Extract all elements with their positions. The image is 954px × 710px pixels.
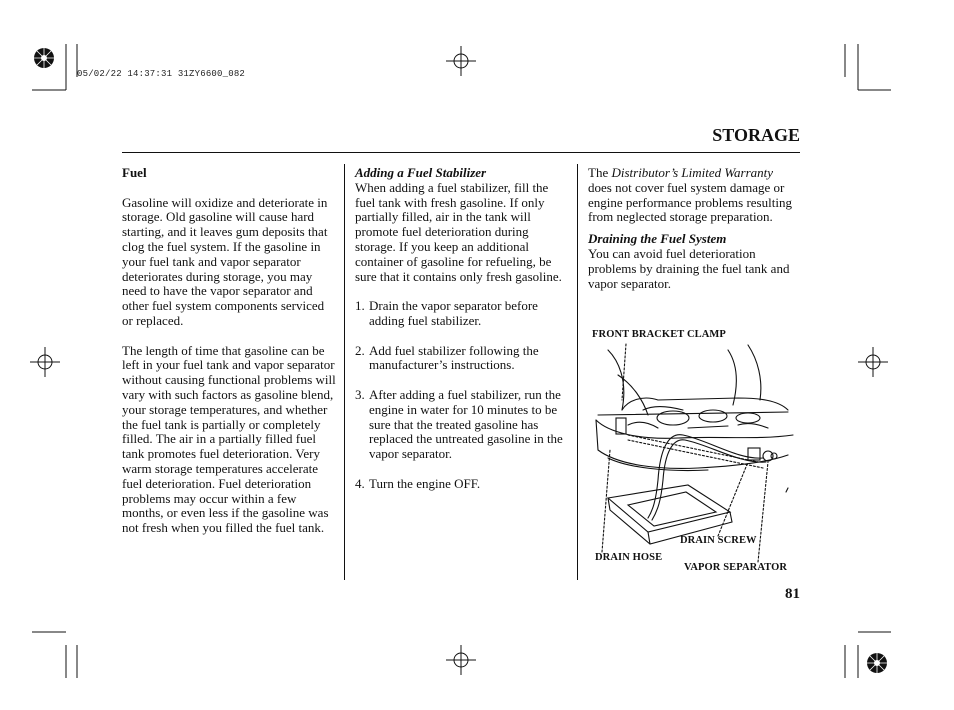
heading-adding-stabilizer: Adding a Fuel Stabilizer [355,165,487,180]
heading-draining: Draining the Fuel System [588,231,727,247]
label-front-bracket-clamp: FRONT BRACKET CLAMP [592,329,726,340]
column-stabilizer [355,166,569,492]
column-divider [344,164,345,580]
fuel-paragraph-2: The length of time that gasoline can be left in your fuel tank and vapor separator without causing functional problems will vary with such factors as gasoline blend, your storage temperatures, and whether the fuel tank is partially or completely filled. The air in a partially filled fuel tank promotes fuel deterioration. Very warm storage temperatures accelerate fuel deterioration. Fuel deterioration problems may occur within a few months, or even less if the gasoline was not fresh when you filled the fuel tank. [122,342,336,536]
column-fuel [122,166,336,536]
fuel-paragraph-1: Gasoline will oxidize and deteriorate in storage. Old gasoline will cause hard starting, and it leaves gum deposits that clog the fuel system. If the gasoline in your fuel tank and vapor separator deteriorates during storage, you may need to have the vapor separator and other fuel system components serviced or replaced. [122,194,328,328]
heading-fuel: Fuel [122,165,147,180]
step-item: 2. Add fuel stabilizer following the manufacturer’s instructions. [355,342,539,373]
column-divider [577,164,578,580]
warranty-note: The Distributor’s Limited Warranty does not cover fuel system damage or engine performance problems resulting from neglected storage preparation. [588,165,792,225]
draining-paragraph: You can avoid fuel deterioration problems by draining the fuel tank and vapor separator. [588,245,790,291]
page-number: 81 [785,586,800,602]
label-drain-hose: DRAIN HOSE [595,552,663,563]
print-slug: 05/02/22 14:37:31 31ZY6600_082 [77,69,246,79]
label-vapor-separator: VAPOR SEPARATOR [684,562,788,573]
step-item: 3. After adding a fuel stabilizer, run the engine in water for 10 minutes to be sure that the treated gasoline has replaced the untreated gasoline in the vapor separator. [355,386,563,462]
stabilizer-intro: When adding a fuel stabilizer, fill the fuel tank with fresh gasoline. If only partially filled, air in the tank will promote fuel deterioration during storage. If you keep an additional container of gasoline for refueling, be sure that it contains only fresh gasoline. [355,179,562,284]
stabilizer-steps [355,299,569,491]
step-item: 4. Turn the engine OFF. [355,475,481,491]
section-title: STORAGE [712,125,800,145]
registration-top [446,46,476,76]
step-item: 1. Drain the vapor separator before adding fuel stabilizer. [355,298,538,328]
header-rule [122,152,800,153]
column-draining [588,166,800,291]
label-drain-screw: DRAIN SCREW [680,535,757,546]
